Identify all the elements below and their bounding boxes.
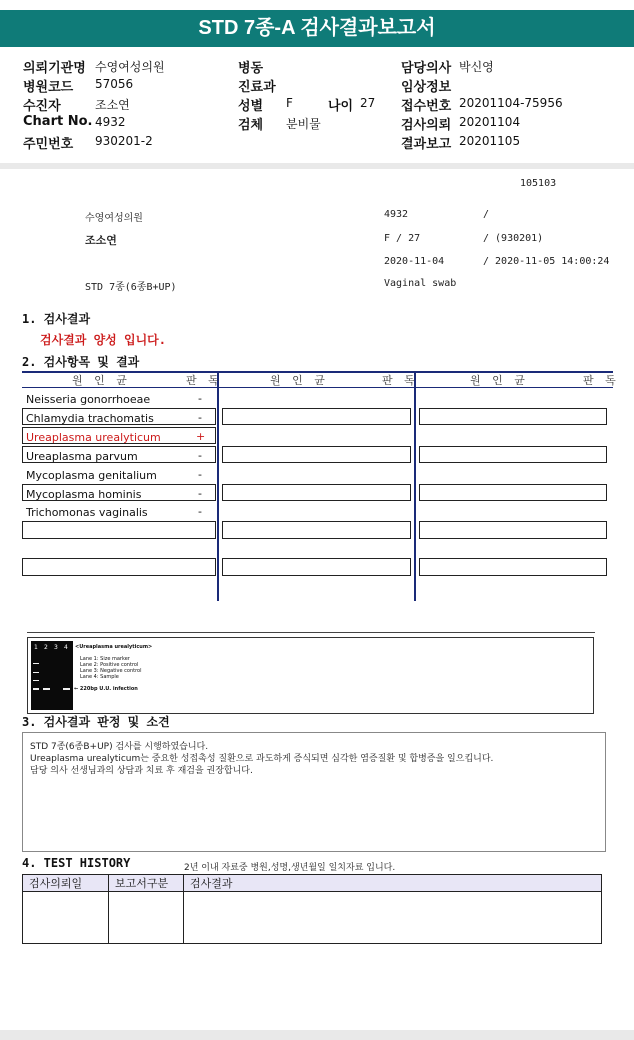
value-patient: 조소연	[95, 98, 130, 112]
history-cell	[184, 892, 602, 944]
col-organism-2: 원 인 균	[270, 374, 329, 387]
history-cell	[23, 892, 109, 944]
section2-title: 2. 검사항목 및 결과	[22, 355, 140, 369]
header-divider	[0, 163, 634, 169]
item-result: -	[198, 392, 202, 405]
history-col-report-type: 보고서구분	[109, 875, 184, 892]
label-ward: 병동	[238, 61, 264, 76]
label-sex: 성별	[238, 99, 264, 114]
item-result: -	[198, 468, 202, 481]
table-divider-2	[414, 371, 416, 601]
label-hospital-code: 병원코드	[23, 80, 74, 95]
summary-chart: 4932	[384, 209, 409, 220]
value-specimen: 분비물	[286, 117, 321, 131]
summary-sex-age: F / 27	[384, 233, 421, 244]
col-judgment-3: 판 독	[583, 374, 620, 387]
result-cell	[22, 558, 216, 576]
summary-code: 105103	[520, 178, 557, 189]
history-col-request-date: 검사의뢰일	[23, 875, 109, 892]
section3-title: 3. 검사결과 판정 및 소견	[22, 715, 170, 729]
label-clinical-info: 임상정보	[401, 80, 452, 95]
gel-caption: <Ureaplasma urealyticum>	[75, 644, 153, 650]
label-hospital: 의뢰기관명	[23, 61, 86, 76]
label-request-date: 검사의뢰	[401, 118, 452, 133]
summary-patient: 조소연	[85, 234, 117, 247]
item-result: -	[198, 505, 202, 518]
item-result: -	[198, 449, 202, 462]
result-cell	[222, 446, 411, 463]
result-cell	[419, 484, 607, 501]
value-age: 27	[360, 96, 376, 110]
opinion-line: STD 7종(6종B+UP) 검사를 시행하였습니다.	[30, 742, 209, 752]
item-result-positive: +	[196, 430, 206, 443]
gel-legend-line: Lane 3: Negative control	[80, 668, 142, 674]
footer-divider	[0, 1030, 634, 1040]
gel-top-rule	[27, 632, 595, 633]
col-organism-1: 원 인 균	[72, 374, 131, 387]
item-name: Chlamydia trachomatis	[26, 412, 154, 425]
label-report-date: 결과보고	[401, 137, 452, 152]
value-hospital: 수영여성의원	[95, 60, 165, 74]
gel-legend-line: Lane 2: Positive control	[80, 662, 139, 668]
label-resident-no: 주민번호	[23, 137, 74, 152]
positive-result-text: 검사결과 양성 입니다.	[40, 333, 167, 347]
gel-legend-line: Lane 4: Sample	[80, 674, 119, 680]
summary-request-date: 2020-11-04	[384, 256, 445, 267]
lane-number: 1	[34, 644, 38, 651]
col-judgment-1: 판 독	[186, 374, 223, 387]
col-organism-3: 원 인 균	[470, 374, 529, 387]
section1-title: 1. 검사결과	[22, 312, 91, 326]
label-chart-no: Chart No.	[23, 114, 93, 129]
gel-band	[43, 688, 50, 690]
item-result: -	[198, 411, 202, 424]
result-cell	[222, 521, 411, 539]
lane-number: 2	[44, 644, 48, 651]
value-doctor: 박신영	[459, 60, 494, 74]
label-department: 진료과	[238, 80, 276, 95]
col-judgment-2: 판 독	[382, 374, 419, 387]
result-cell	[222, 484, 411, 501]
item-name-positive: Ureaplasma urealyticum	[26, 431, 161, 444]
summary-specimen: Vaginal swab	[384, 278, 457, 289]
summary-slash: /	[483, 209, 490, 220]
result-cell	[419, 521, 607, 539]
result-cell	[419, 446, 607, 463]
summary-hospital: 수영여성의원	[85, 213, 143, 224]
gel-band	[63, 688, 70, 690]
result-cell	[222, 408, 411, 425]
item-name: Mycoplasma hominis	[26, 488, 142, 501]
table-divider-1	[217, 371, 219, 601]
section4-title: 4. TEST HISTORY	[22, 856, 131, 870]
summary-report-datetime: / 2020-11-05 14:00:24	[483, 256, 610, 267]
opinion-line: 담당 의사 선생님과의 상담과 치료 후 재검을 권장합니다.	[30, 766, 253, 776]
value-chart-no: 4932	[95, 115, 126, 129]
label-receipt-no: 접수번호	[401, 99, 452, 114]
opinion-line: Ureaplasma urealyticum는 중요한 성접촉성 질환으로 과도하게 증식되면 심각한 염증질환 및 합병증을 일으킵니다.	[30, 754, 494, 764]
value-sex: F	[286, 96, 293, 110]
summary-birth: / (930201)	[483, 233, 544, 244]
gel-band	[33, 663, 39, 664]
lane-number: 4	[64, 644, 68, 651]
gel-band	[33, 672, 39, 673]
label-specimen: 검체	[238, 118, 264, 133]
item-result: -	[198, 487, 202, 500]
lane-number: 3	[54, 644, 58, 651]
gel-band-label: ← 220bp U.U. infection	[74, 686, 138, 692]
history-cell	[109, 892, 184, 944]
history-col-result: 검사결과	[184, 875, 602, 892]
value-report-date: 20201105	[459, 134, 521, 148]
summary-test-name: STD 7종(6종B+UP)	[85, 282, 177, 293]
value-request-date: 20201104	[459, 115, 521, 129]
value-receipt-no: 20201104-75956	[459, 96, 563, 110]
value-hospital-code: 57056	[95, 77, 134, 91]
history-empty-row	[23, 892, 602, 944]
history-note: 2년 이내 자료중 병원,성명,생년월일 일치자료 입니다.	[184, 863, 396, 873]
item-name: Neisseria gonorrhoeae	[26, 393, 151, 406]
report-title: STD 7종-A 검사결과보고서	[198, 17, 436, 39]
item-name: Mycoplasma genitalium	[26, 469, 157, 482]
gel-band	[33, 680, 39, 681]
history-header-row	[23, 875, 602, 892]
gel-band	[33, 688, 39, 690]
label-patient: 수진자	[23, 99, 61, 114]
gel-electrophoresis-image	[31, 641, 73, 710]
label-age: 나이	[328, 99, 354, 114]
value-resident-no: 930201-2	[95, 134, 153, 148]
item-name: Ureaplasma parvum	[26, 450, 138, 463]
result-cell	[22, 521, 216, 539]
result-cell	[222, 558, 411, 576]
label-doctor: 담당의사	[401, 61, 452, 76]
gel-legend-line: Lane 1: Size marker	[80, 656, 130, 662]
result-cell	[419, 408, 607, 425]
result-cell	[419, 558, 607, 576]
history-table	[22, 874, 602, 944]
item-name: Trichomonas vaginalis	[26, 506, 148, 519]
